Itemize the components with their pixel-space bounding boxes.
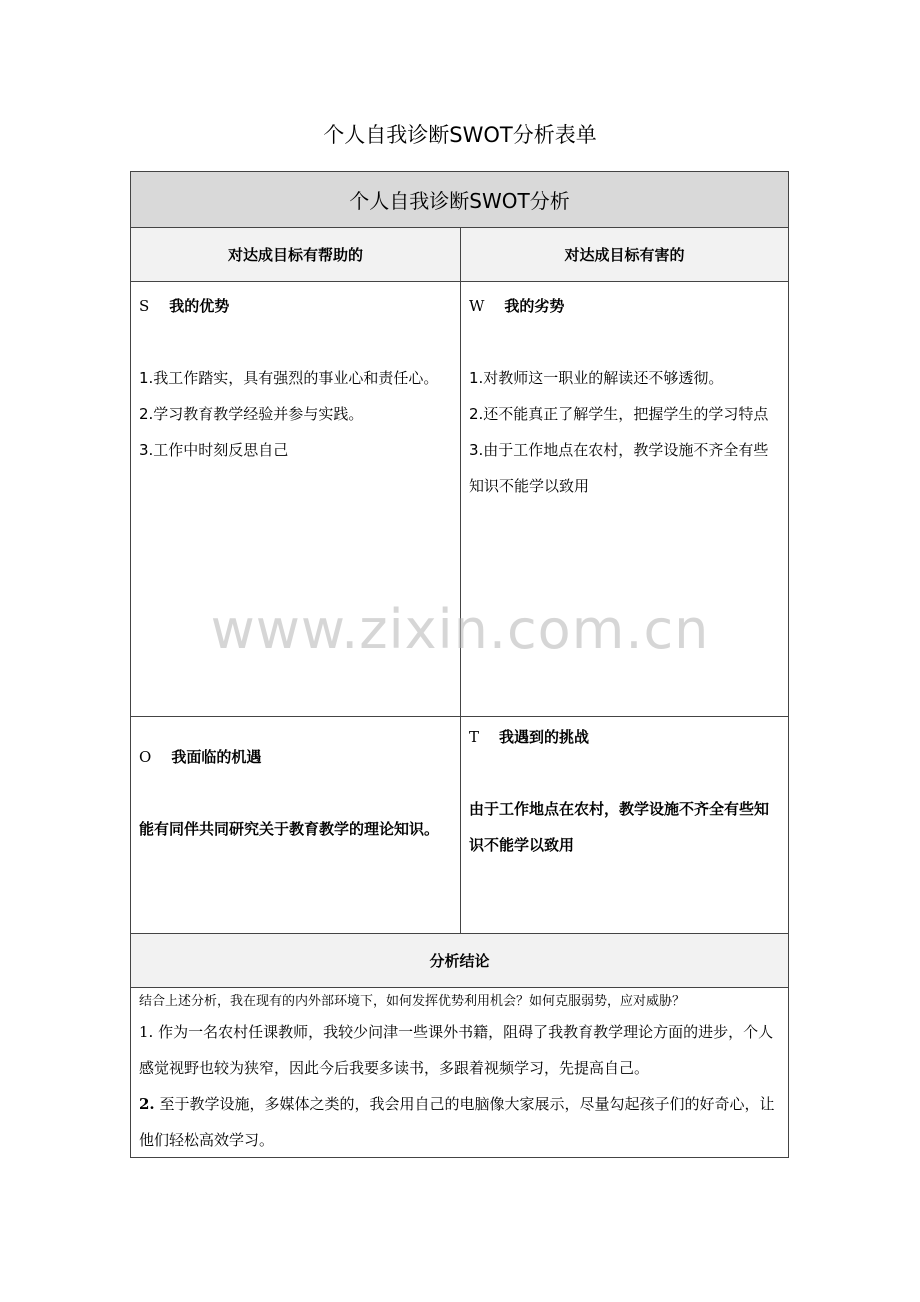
list-item: 1.我工作踏实，具有强烈的事业心和责任心。 (139, 369, 439, 387)
strengths-list (139, 360, 452, 468)
weaknesses-title-text: 我的劣势 (504, 297, 565, 315)
table-header: 个人自我诊断SWOT分析 (131, 172, 788, 227)
weaknesses-list (469, 360, 780, 504)
weaknesses-title (469, 288, 780, 324)
strengths-letter: S (139, 297, 150, 315)
list-item: 2.还不能真正了解学生，把握学生的学习特点 (469, 405, 769, 423)
opportunities-letter: O (139, 748, 152, 766)
conclusion-item-1-number: 1. (139, 1023, 154, 1041)
conclusion-item-1-text: 作为一名农村任课教师，我较少问津一些课外书籍，阻碍了我教育教学理论方面的进步，个人感觉视野也较为狭窄，因此今后我要多读书，多跟着视频学习，先提高自己。 (139, 1023, 774, 1077)
strengths-title-text: 我的优势 (169, 297, 230, 315)
list-item: 1.对教师这一职业的解读还不够透彻。 (469, 369, 724, 387)
watermark: www.zixin.com.cn (210, 598, 710, 661)
strengths-cell (131, 282, 460, 716)
opportunities-list (139, 811, 452, 847)
list-item: 3.工作中时刻反思自己 (139, 441, 289, 459)
conclusion-item-1 (139, 1014, 780, 1086)
conclusion-item-2-number: 2. (139, 1095, 155, 1113)
document-title: 个人自我诊断SWOT分析表单 (323, 123, 597, 147)
weaknesses-letter: W (469, 297, 485, 315)
harmful-column-header: 对达成目标有害的 (461, 228, 788, 281)
conclusion-header: 分析结论 (131, 934, 788, 987)
strengths-title (139, 288, 452, 324)
threats-list (469, 791, 780, 863)
threats-title (469, 719, 780, 755)
list-item: 2.学习教育教学经验并参与实践。 (139, 405, 364, 423)
opportunities-title-text: 我面临的机遇 (171, 748, 262, 766)
opportunities-cell (131, 717, 460, 933)
list-item: 能有同伴共同研究关于教育教学的理论知识。 (139, 820, 440, 838)
conclusion-item-2 (139, 1086, 780, 1158)
list-item: 由于工作地点在农村，教学设施不齐全有些知识不能学以致用 (469, 800, 770, 854)
conclusion-prompt: 结合上述分析，我在现有的内外部环境下，如何发挥优势利用机会？如何克服弱势，应对威胁？ (139, 994, 686, 1009)
weaknesses-cell (461, 282, 788, 716)
conclusion-body (131, 988, 788, 1157)
swot-table (130, 171, 789, 1158)
opportunities-title (139, 739, 452, 775)
threats-title-text: 我遇到的挑战 (499, 728, 590, 746)
threats-cell (461, 717, 788, 933)
list-item: 3.由于工作地点在农村，教学设施不齐全有些知识不能学以致用 (469, 441, 769, 495)
helpful-column-header: 对达成目标有帮助的 (131, 228, 460, 281)
threats-letter: T (469, 728, 480, 746)
conclusion-item-2-text: 至于教学设施，多媒体之类的，我会用自己的电脑像大家展示，尽量勾起孩子们的好奇心，让他们轻松高效学习。 (139, 1095, 775, 1149)
